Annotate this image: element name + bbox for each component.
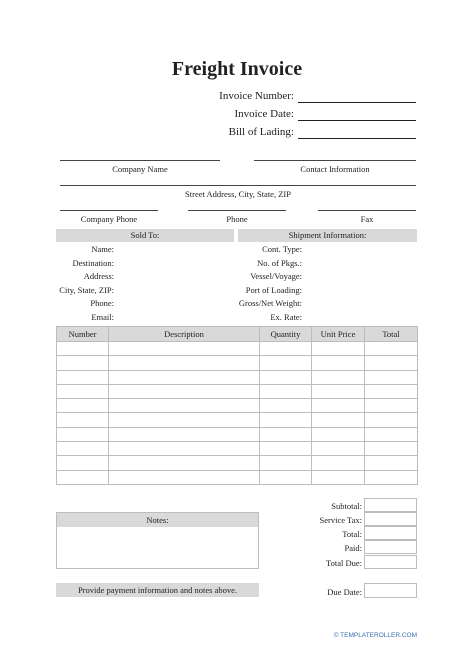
unit-price-cell[interactable] — [312, 356, 365, 370]
description-cell[interactable] — [109, 413, 260, 427]
ex-rate-label: Ex. Rate: — [270, 312, 302, 322]
quantity-cell[interactable] — [260, 442, 312, 456]
table-row — [57, 399, 418, 413]
contact-information-line[interactable] — [254, 160, 416, 161]
invoice-number-line — [298, 102, 416, 103]
number-cell[interactable] — [57, 399, 109, 413]
number-cell[interactable] — [57, 370, 109, 384]
table-row — [57, 370, 418, 384]
invoice-date-label: Invoice Date: — [234, 108, 294, 120]
invoice-date-line — [298, 120, 416, 121]
unit-price-cell[interactable] — [312, 384, 365, 398]
description-cell[interactable] — [109, 442, 260, 456]
bill-of-lading-field[interactable] — [200, 126, 416, 140]
notes-box[interactable] — [56, 512, 259, 569]
quantity-cell[interactable] — [260, 470, 312, 484]
column-header-total: Total — [365, 327, 418, 342]
street-address-line[interactable] — [60, 185, 416, 186]
unit-price-cell[interactable] — [312, 413, 365, 427]
number-cell[interactable] — [57, 342, 109, 356]
subtotal-field[interactable] — [364, 498, 417, 512]
total-cell[interactable] — [365, 442, 418, 456]
items-table — [56, 326, 418, 485]
quantity-cell[interactable] — [260, 413, 312, 427]
company-phone-line[interactable] — [60, 210, 158, 211]
bill-of-lading-label: Bill of Lading: — [228, 126, 294, 138]
number-cell[interactable] — [57, 427, 109, 441]
description-cell[interactable] — [109, 470, 260, 484]
service-tax-label: Service Tax: — [319, 515, 362, 525]
table-row — [57, 413, 418, 427]
phone-line[interactable] — [188, 210, 286, 211]
company-name-caption: Company Name — [112, 164, 168, 174]
sold-to-city-state-zip-label: City, State, ZIP: — [59, 285, 114, 295]
contact-information-caption: Contact Information — [300, 164, 370, 174]
description-cell[interactable] — [109, 427, 260, 441]
number-cell[interactable] — [57, 442, 109, 456]
column-header-unit-price: Unit Price — [312, 327, 365, 342]
quantity-cell[interactable] — [260, 370, 312, 384]
column-header-number: Number — [57, 327, 109, 342]
total-cell[interactable] — [365, 470, 418, 484]
total-cell[interactable] — [365, 356, 418, 370]
number-cell[interactable] — [57, 413, 109, 427]
bill-of-lading-line — [298, 138, 416, 139]
column-header-quantity: Quantity — [260, 327, 312, 342]
description-cell[interactable] — [109, 456, 260, 470]
total-due-label: Total Due: — [326, 558, 362, 568]
table-row — [57, 470, 418, 484]
total-cell[interactable] — [365, 342, 418, 356]
table-row — [57, 456, 418, 470]
quantity-cell[interactable] — [260, 456, 312, 470]
invoice-number-label: Invoice Number: — [219, 90, 294, 102]
quantity-cell[interactable] — [260, 384, 312, 398]
unit-price-cell[interactable] — [312, 342, 365, 356]
sold-to-address-label: Address: — [83, 271, 114, 281]
due-date-field[interactable] — [364, 583, 417, 598]
port-of-loading-label: Port of Loading: — [245, 285, 302, 295]
description-cell[interactable] — [109, 342, 260, 356]
total-cell[interactable] — [365, 456, 418, 470]
description-cell[interactable] — [109, 370, 260, 384]
notes-header: Notes: — [57, 513, 258, 527]
cont-type-label: Cont. Type: — [262, 244, 302, 254]
quantity-cell[interactable] — [260, 342, 312, 356]
paid-label: Paid: — [344, 543, 362, 553]
items-table-header-row — [57, 327, 418, 342]
number-cell[interactable] — [57, 456, 109, 470]
description-cell[interactable] — [109, 384, 260, 398]
paid-field[interactable] — [364, 540, 417, 554]
description-cell[interactable] — [109, 399, 260, 413]
items-table-body — [57, 342, 418, 485]
table-row — [57, 342, 418, 356]
total-label: Total: — [342, 529, 362, 539]
quantity-cell[interactable] — [260, 399, 312, 413]
no-of-pkgs-label: No. of Pkgs.: — [257, 258, 302, 268]
sold-to-email-label: Email: — [91, 312, 114, 322]
unit-price-cell[interactable] — [312, 442, 365, 456]
shipment-information-header: Shipment Information: — [238, 229, 417, 242]
total-cell[interactable] — [365, 413, 418, 427]
description-cell[interactable] — [109, 356, 260, 370]
number-cell[interactable] — [57, 356, 109, 370]
column-header-description: Description — [109, 327, 260, 342]
sold-to-name-label: Name: — [91, 244, 114, 254]
table-row — [57, 427, 418, 441]
unit-price-cell[interactable] — [312, 470, 365, 484]
street-address-caption: Street Address, City, State, ZIP — [185, 189, 291, 199]
sold-to-phone-label: Phone: — [90, 298, 114, 308]
subtotal-label: Subtotal: — [331, 501, 362, 511]
gross-net-weight-label: Gross/Net Weight: — [238, 298, 302, 308]
fax-line[interactable] — [318, 210, 416, 211]
total-cell[interactable] — [365, 384, 418, 398]
service-tax-field[interactable] — [364, 512, 417, 526]
unit-price-cell[interactable] — [312, 370, 365, 384]
number-cell[interactable] — [57, 470, 109, 484]
number-cell[interactable] — [57, 384, 109, 398]
sold-to-destination-label: Destination: — [72, 258, 114, 268]
fax-caption: Fax — [360, 214, 374, 224]
total-cell[interactable] — [365, 370, 418, 384]
total-due-field[interactable] — [364, 555, 417, 569]
invoice-number-field[interactable] — [200, 90, 416, 104]
company-phone-caption: Company Phone — [80, 214, 138, 224]
due-date-label: Due Date: — [327, 587, 362, 597]
total-cell[interactable] — [365, 427, 418, 441]
sold-to-header: Sold To: — [56, 229, 234, 242]
payment-note: Provide payment information and notes above. — [56, 583, 259, 597]
table-row — [57, 384, 418, 398]
company-name-line[interactable] — [60, 160, 220, 161]
invoice-date-field[interactable] — [200, 108, 416, 122]
table-row — [57, 442, 418, 456]
total-cell[interactable] — [365, 399, 418, 413]
total-field[interactable] — [364, 526, 417, 540]
footer-credit[interactable]: © TEMPLATEROLLER.COM — [333, 632, 417, 639]
vessel-voyage-label: Vessel/Voyage: — [250, 271, 302, 281]
unit-price-cell[interactable] — [312, 456, 365, 470]
page-title: Freight Invoice — [171, 58, 303, 80]
table-row — [57, 356, 418, 370]
unit-price-cell[interactable] — [312, 427, 365, 441]
unit-price-cell[interactable] — [312, 399, 365, 413]
quantity-cell[interactable] — [260, 427, 312, 441]
quantity-cell[interactable] — [260, 356, 312, 370]
phone-caption: Phone — [226, 214, 248, 224]
